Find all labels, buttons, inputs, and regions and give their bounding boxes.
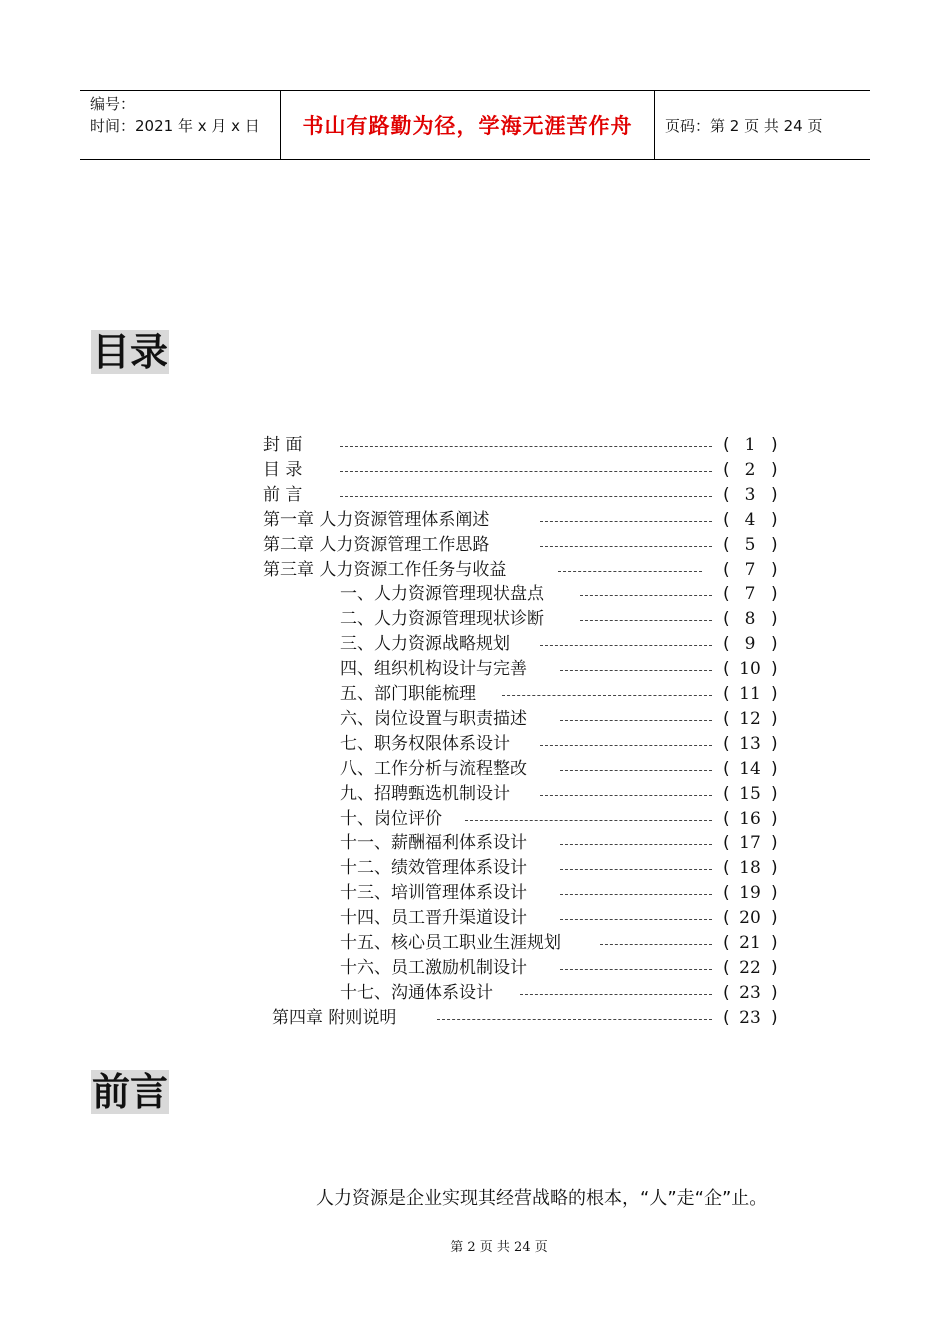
toc-leader-dashes [560, 670, 712, 672]
open-paren: ( [723, 858, 730, 879]
open-paren: ( [723, 509, 730, 530]
toc-leader-dashes [540, 645, 712, 647]
toc-leader-dashes [520, 994, 712, 996]
toc-entry [0, 632, 950, 657]
toc-entry-page: 18 [739, 858, 761, 879]
close-paren: ) [771, 509, 778, 530]
toc-entry [0, 607, 950, 632]
toc-entry-label: 八、工作分析与流程整改 [340, 758, 527, 779]
toc-leader-dashes [340, 496, 712, 498]
open-paren: ( [723, 708, 730, 729]
preface-paragraph: 人力资源是企业实现其经营战略的根本，“人”走“企”止。 [316, 1188, 768, 1209]
toc-entry-label: 十六、员工激励机制设计 [340, 957, 527, 978]
close-paren: ) [771, 808, 778, 829]
toc-entry-label: 六、岗位设置与职责描述 [340, 708, 527, 729]
toc-leader-dashes [580, 595, 712, 597]
close-paren: ) [771, 883, 778, 904]
toc-leader-dashes [540, 546, 712, 548]
toc-entry-page: 3 [744, 484, 756, 505]
page-footer: 第 2 页 共 24 页 [450, 1240, 548, 1255]
open-paren: ( [723, 659, 730, 680]
toc-entry [0, 956, 950, 981]
toc-entry-label: 第二章 人力资源管理工作思路 [263, 534, 490, 555]
toc-entry-label: 七、职务权限体系设计 [340, 733, 510, 754]
open-paren: ( [723, 982, 730, 1003]
toc-leader-dashes [600, 944, 712, 946]
close-paren: ) [771, 459, 778, 480]
toc-leader-dashes [540, 745, 712, 747]
open-paren: ( [723, 758, 730, 779]
toc-entry [0, 732, 950, 757]
toc-entry [0, 707, 950, 732]
toc-heading: 目录 [92, 330, 169, 374]
open-paren: ( [723, 534, 730, 555]
toc-entry-label: 十五、核心员工职业生涯规划 [340, 933, 561, 953]
toc-entry-page: 22 [739, 957, 761, 978]
open-paren: ( [723, 609, 730, 630]
toc-leader-dashes [560, 869, 712, 871]
header-motto-cell [281, 91, 655, 159]
toc-entry-page: 23 [739, 982, 761, 1003]
toc-entry-page: 14 [739, 758, 761, 779]
close-paren: ) [771, 908, 778, 929]
toc-entry-label: 第一章 人力资源管理体系阐述 [263, 509, 490, 530]
toc-leader-dashes [540, 795, 712, 797]
toc-entry [0, 931, 950, 956]
close-paren: ) [771, 659, 778, 680]
toc-leader-dashes [340, 446, 712, 448]
close-paren: ) [771, 758, 778, 779]
toc-entry [0, 807, 950, 832]
toc-entry-page: 15 [739, 783, 761, 804]
open-paren: ( [723, 883, 730, 904]
toc-entry-label: 三、人力资源战略规划 [340, 634, 510, 655]
close-paren: ) [771, 1007, 778, 1028]
toc-entry [0, 757, 950, 782]
open-paren: ( [723, 808, 730, 829]
toc-entry-label: 十七、沟通体系设计 [340, 982, 493, 1003]
toc-leader-dashes [560, 919, 712, 921]
preface-heading: 前言 [92, 1070, 169, 1114]
toc-entry [0, 856, 950, 881]
toc-leader-dashes [558, 571, 702, 573]
toc-entry-page: 5 [744, 534, 756, 555]
open-paren: ( [723, 435, 730, 455]
open-paren: ( [723, 957, 730, 978]
doc-number-label: 编号： [90, 95, 136, 113]
toc-entry [0, 508, 950, 533]
toc-entry [0, 433, 950, 458]
toc-leader-dashes [580, 620, 712, 622]
toc-entry-label: 第四章 附则说明 [272, 1007, 397, 1028]
toc-entry-page: 16 [739, 808, 761, 829]
open-paren: ( [723, 559, 730, 580]
toc-entry-label: 十四、员工晋升渠道设计 [340, 908, 527, 929]
toc-entry [0, 483, 950, 508]
toc-entry [0, 831, 950, 856]
toc-leader-dashes [540, 521, 712, 523]
toc-entry [0, 1006, 950, 1031]
toc-entry-page: 1 [744, 435, 756, 455]
close-paren: ) [771, 634, 778, 655]
close-paren: ) [771, 957, 778, 978]
toc-entry [0, 582, 950, 607]
toc-entry-page: 11 [739, 684, 761, 704]
toc-entry-page: 21 [739, 933, 761, 953]
close-paren: ) [771, 559, 778, 580]
toc-entry [0, 906, 950, 931]
toc-entry [0, 682, 950, 707]
close-paren: ) [771, 435, 778, 455]
header-meta [80, 91, 281, 159]
toc-entry-label: 十、岗位评价 [340, 808, 442, 829]
open-paren: ( [723, 584, 730, 605]
toc-entry-page: 13 [739, 733, 761, 754]
toc-entry-page: 9 [744, 634, 756, 655]
page-info: 页码：第 2 页 共 24 页 [665, 116, 823, 135]
toc-entry-page: 4 [744, 509, 756, 530]
toc-entry [0, 458, 950, 483]
toc-leader-dashes [502, 695, 712, 697]
toc-entry-page: 8 [744, 609, 756, 630]
toc-entry-label: 十一、薪酬福利体系设计 [340, 833, 527, 854]
toc-entry [0, 558, 950, 583]
toc-entry-label: 封 面 [263, 435, 303, 455]
close-paren: ) [771, 783, 778, 804]
toc-leader-dashes [465, 820, 712, 822]
open-paren: ( [723, 459, 730, 480]
open-paren: ( [723, 1007, 730, 1028]
open-paren: ( [723, 783, 730, 804]
toc-entry-label: 十三、培训管理体系设计 [340, 883, 527, 904]
close-paren: ) [771, 833, 778, 854]
toc-entry-page: 20 [739, 908, 761, 929]
toc-entry [0, 657, 950, 682]
close-paren: ) [771, 733, 778, 754]
toc-leader-dashes [560, 844, 712, 846]
close-paren: ) [771, 858, 778, 879]
page-header [80, 90, 870, 160]
close-paren: ) [771, 609, 778, 630]
open-paren: ( [723, 684, 730, 704]
toc-entry-page: 2 [744, 459, 756, 480]
toc-leader-dashes [560, 969, 712, 971]
toc-entry-label: 二、人力资源管理现状诊断 [340, 609, 544, 630]
toc-entry-label: 目 录 [263, 459, 303, 480]
toc-entry [0, 782, 950, 807]
toc-leader-dashes [560, 720, 712, 722]
toc-leader-dashes [340, 471, 712, 473]
close-paren: ) [771, 982, 778, 1003]
toc-entry [0, 881, 950, 906]
close-paren: ) [771, 484, 778, 505]
toc-entry-page: 23 [739, 1007, 761, 1028]
close-paren: ) [771, 933, 778, 953]
open-paren: ( [723, 933, 730, 953]
open-paren: ( [723, 908, 730, 929]
toc-entry-label: 九、招聘甄选机制设计 [340, 783, 510, 804]
toc-leader-dashes [437, 1019, 712, 1021]
toc-entry-page: 7 [744, 559, 756, 580]
motto-text: 书山有路勤为径，学海无涯苦作舟 [302, 114, 633, 138]
toc-leader-dashes [560, 770, 712, 772]
toc-entry-page: 17 [739, 833, 761, 854]
open-paren: ( [723, 484, 730, 505]
toc-entry-page: 12 [739, 708, 761, 729]
toc-entry-page: 7 [744, 584, 756, 605]
close-paren: ) [771, 534, 778, 555]
toc-entry-label: 五、部门职能梳理 [340, 684, 476, 704]
close-paren: ) [771, 708, 778, 729]
toc-entry-label: 一、人力资源管理现状盘点 [340, 584, 544, 605]
toc-entry [0, 533, 950, 558]
toc-entry-label: 四、组织机构设计与完善 [340, 659, 527, 680]
open-paren: ( [723, 733, 730, 754]
header-page-cell [655, 91, 870, 159]
toc-entry-label: 第三章 人力资源工作任务与收益 [263, 559, 507, 580]
toc-entry-label: 前 言 [263, 484, 303, 505]
toc-leader-dashes [560, 894, 712, 896]
toc-entry-label: 十二、绩效管理体系设计 [340, 858, 527, 879]
toc-entry-page: 19 [739, 883, 761, 904]
open-paren: ( [723, 833, 730, 854]
close-paren: ) [771, 684, 778, 704]
toc-entry-page: 10 [739, 659, 761, 680]
close-paren: ) [771, 584, 778, 605]
doc-time-label: 时间：2021 年 x 月 x 日 [90, 117, 260, 135]
toc-entry [0, 981, 950, 1006]
open-paren: ( [723, 634, 730, 655]
